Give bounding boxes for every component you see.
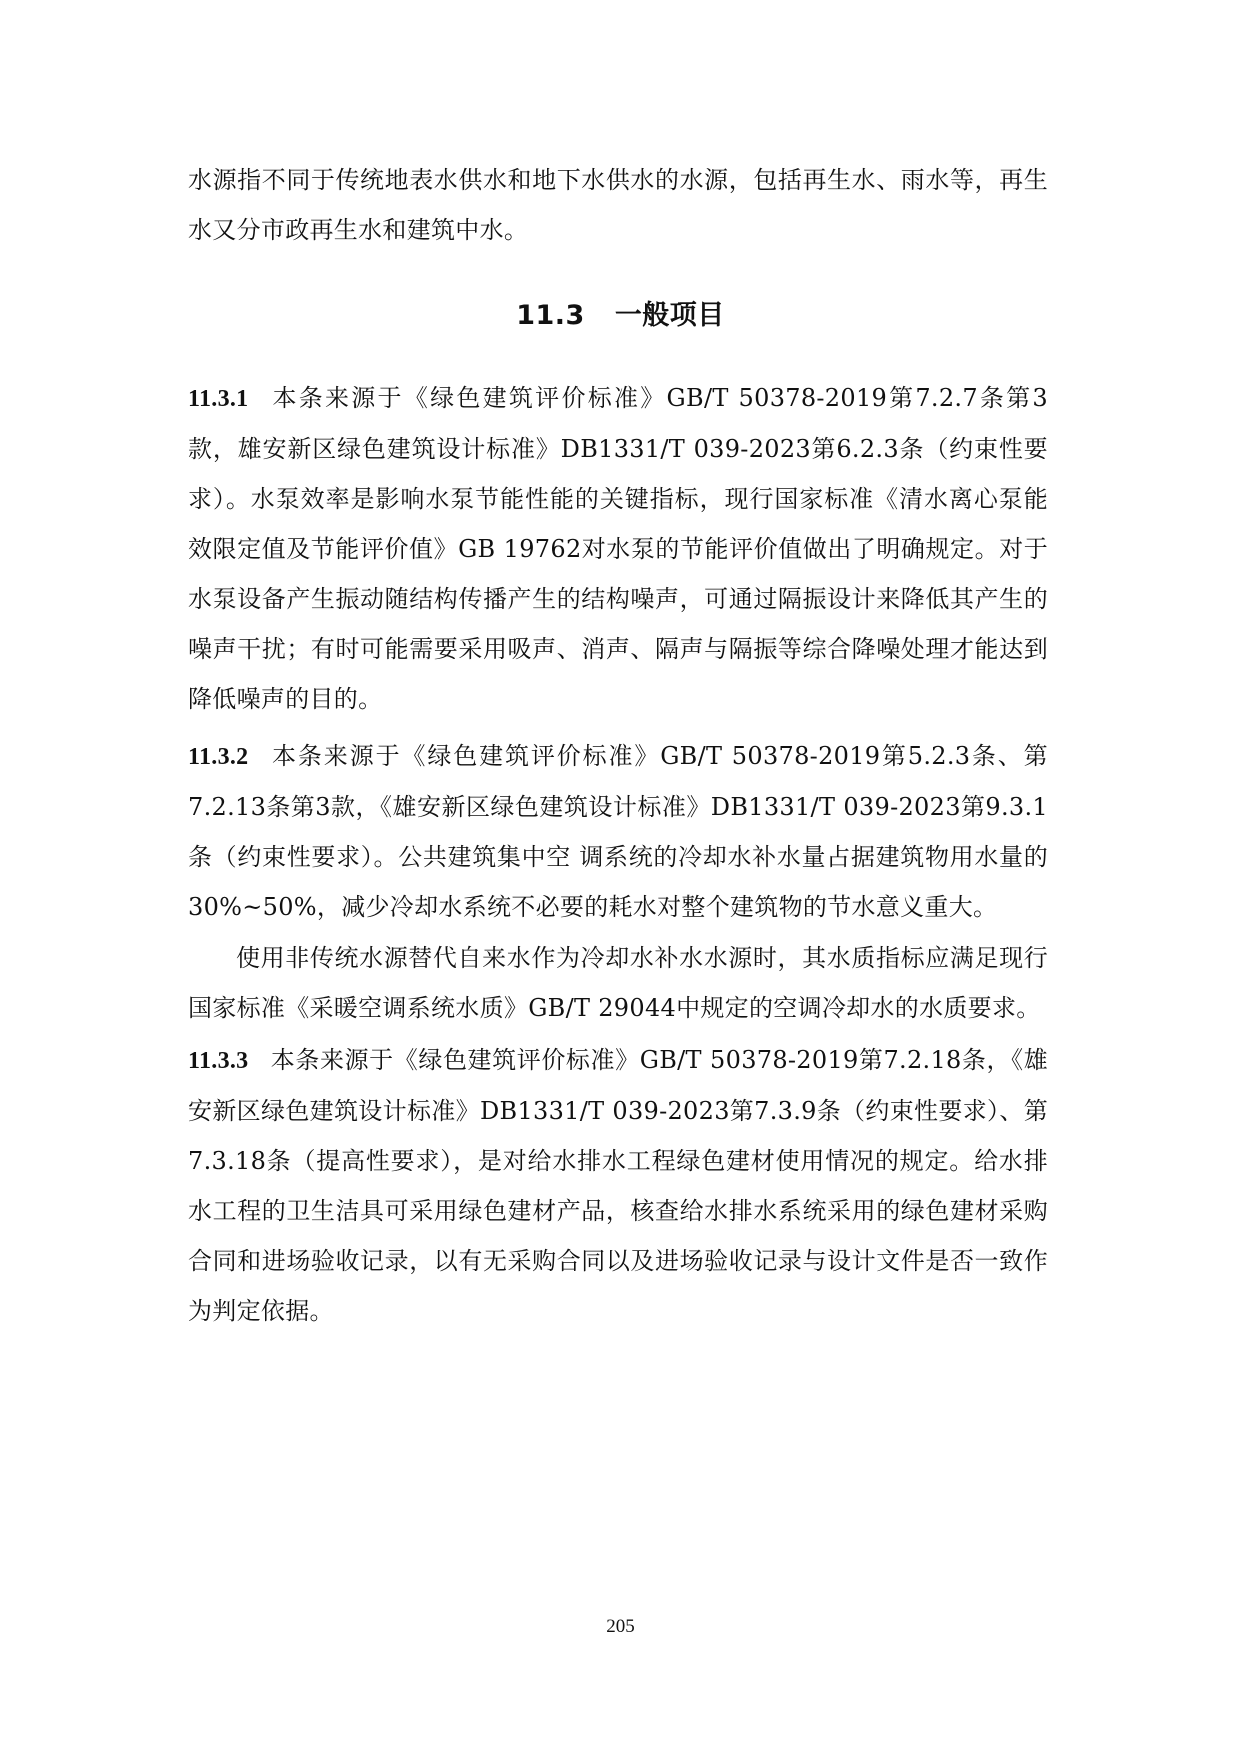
clause-11-3-2-paragraph-2: 使用非传统水源替代自来水作为冷却水补水水源时，其水质指标应满足现行国家标准《采暖空调系统水质》GB/T 29044中规定的空调冷却水的水质要求。: [188, 944, 1048, 1022]
clause-text: 本条来源于《绿色建筑评价标准》GB/T 50378-2019第7.2.18条，《雄安新区绿色建筑设计标准》DB1331/T 039-2023第7.3.9条（约束性要求）、第7.3.18条（提高性要求），是对给水排水工程绿色建材使用情况的规定。给水排水工程的卫生洁具可采用绿色建材产品，核查给水排水系统采用的绿色建材采购合同和进场验收记录，以有无采购合同以及进场验收记录与设计文件是否一致作为判定依据。: [188, 1046, 1048, 1325]
clause-text: 本条来源于《绿色建筑评价标准》GB/T 50378-2019第5.2.3条、第7.2.13条第3款，《雄安新区绿色建筑设计标准》DB1331/T 039-2023第9.3.1条（约束性要求）。公共建筑集中空 调系统的冷却水补水量占据建筑物用水量的30%~50%，减少冷却水系统不必要的耗水对整个建筑物的节水意义重大。: [188, 742, 1048, 921]
section-number: 11.3: [516, 300, 585, 331]
clause-11-3-3: [188, 1035, 1048, 1336]
clause-11-3-2: [188, 731, 1048, 932]
page-number: 205: [606, 1616, 635, 1637]
clause-number: 11.3.3: [188, 1048, 249, 1074]
section-title: 一般项目: [614, 300, 725, 331]
intro-paragraph: 水源指不同于传统地表水供水和地下水供水的水源，包括再生水、雨水等，再生水又分市政再生水和建筑中水。: [188, 166, 1048, 244]
section-heading: [0, 293, 1241, 332]
clause-text: 本条来源于《绿色建筑评价标准》GB/T 50378-2019第7.2.7条第3款，雄安新区绿色建筑设计标准》DB1331/T 039-2023第6.2.3条（约束性要求）。水泵效率是影响水泵节能性能的关键指标，现行国家标准《清水离心泵能效限定值及节能评价值》GB 19762对水泵的节能评价值做出了明确规定。对于水泵设备产生振动随结构传播产生的结构噪声，可通过隔振设计来降低其产生的噪声干扰；有时可能需要采用吸声、消声、隔声与隔振等综合降噪处理才能达到降低噪声的目的。: [188, 384, 1048, 713]
clause-number: 11.3.2: [188, 744, 249, 770]
clause-11-3-1: [188, 373, 1048, 724]
clause-number: 11.3.1: [188, 386, 249, 412]
